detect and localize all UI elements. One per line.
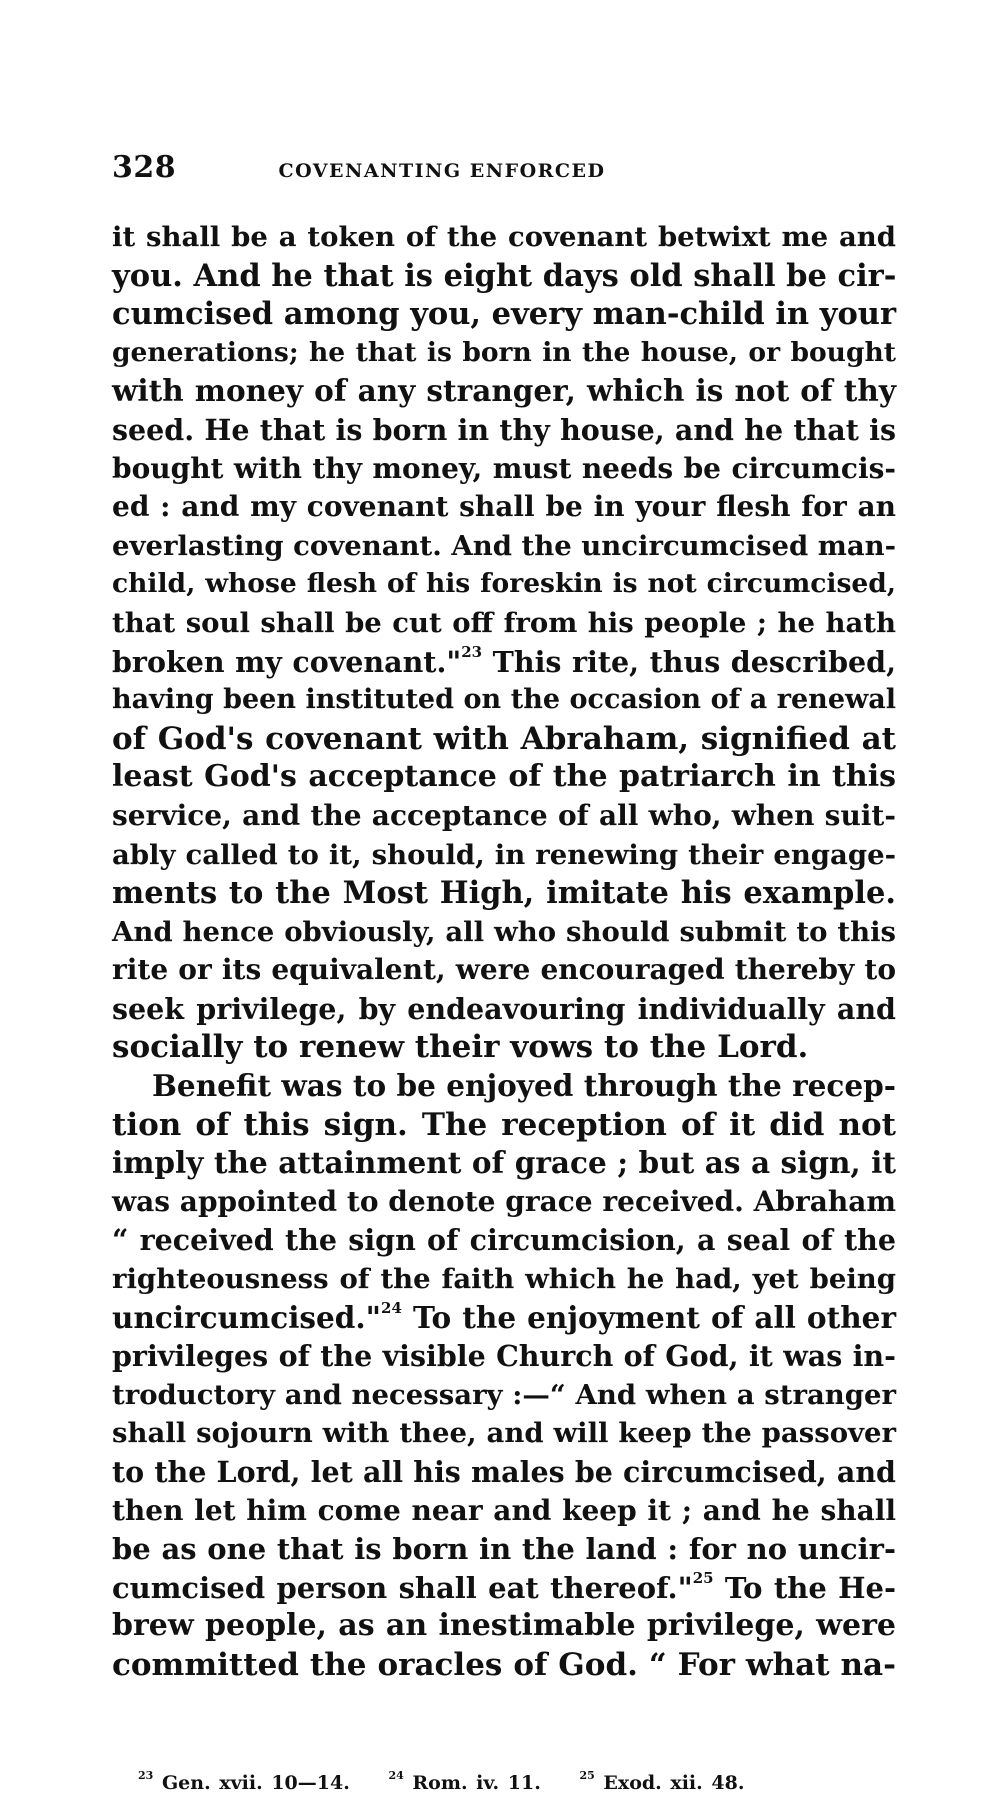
text-line: to the Lord, let all his males be circumcised, and (112, 1455, 896, 1489)
text-line: socially to renew their vows to the Lord. (112, 1029, 809, 1066)
text-line: seek privilege, by endeavouring individually and (112, 991, 896, 1026)
line-segment: uncircumcised." (112, 1299, 382, 1335)
text-line: then let him come near and keep it ; and he shall (112, 1493, 896, 1527)
text-line-with-footnote (112, 1569, 896, 1608)
line-segment: broken my covenant." (112, 644, 462, 679)
text-line: rite or its equivalent, were encouraged thereby to (112, 953, 896, 987)
text-line-with-footnote (112, 1299, 896, 1338)
text-line: troductory and necessary :—“ And when a stranger (112, 1378, 896, 1411)
footnote-text: Rom. iv. 11. (412, 1772, 541, 1794)
text-line: ably called to it, should, in renewing their engage- (112, 838, 896, 871)
text-line: And hence obviously, all who should submit to this (112, 915, 896, 948)
text-line: privileges of the visible Church of God, it was in- (112, 1339, 896, 1374)
text-line: “ received the sign of circumcision, a seal of the (112, 1223, 896, 1258)
footnotes (138, 1768, 898, 1794)
footnote-24 (388, 1768, 541, 1794)
text-line: everlasting covenant. And the uncircumcised man- (112, 529, 897, 562)
footnote-marker: 23 (138, 1768, 154, 1782)
text-line: it shall be a token of the covenant betwixt me and (112, 221, 896, 253)
text-line: righteousness of the faith which he had, yet being (112, 1263, 896, 1296)
text-line: that soul shall be cut off from his people ; he hath (112, 606, 896, 639)
line-segment: cumcised person shall eat thereof." (112, 1570, 693, 1605)
footnote-25 (579, 1768, 745, 1794)
text-line: child, whose flesh of his foreskin is not circumcised, (112, 568, 896, 600)
running-title: COVENANTING ENFORCED (278, 160, 606, 182)
footnote-text: Exod. xii. 48. (603, 1772, 745, 1794)
text-line: generations; he that is born in the house, or bought (112, 336, 896, 368)
text-line: imply the attainment of grace ; but as a sign, it (112, 1145, 896, 1181)
text-line: of God's covenant with Abraham, signified at (112, 720, 896, 757)
text-line: Benefit was to be enjoyed through the recep- (152, 1068, 896, 1104)
footnote-marker: 24 (388, 1768, 404, 1782)
text-line: committed the oracles of God. “ For what na- (112, 1646, 896, 1683)
text-line: you. And he that is eight days old shall be cir- (112, 257, 897, 294)
footnote-23 (138, 1768, 350, 1794)
footnote-ref-23: 23 (461, 643, 483, 662)
text-line: brew people, as an inestimable privilege, were (112, 1608, 896, 1644)
body-text (112, 218, 896, 1685)
text-line: service, and the acceptance of all who, when suit- (112, 798, 896, 832)
text-line: least God's acceptance of the patriarch in this (112, 759, 896, 795)
text-line: seed. He that is born in thy house, and he that is (112, 412, 896, 447)
line-segment: To the enjoyment of all other (401, 1299, 896, 1335)
text-line: ed : and my covenant shall be in your flesh for an (112, 490, 896, 524)
footnote-text: Gen. xvii. 10—14. (161, 1772, 350, 1794)
page-header (112, 150, 900, 190)
text-line: was appointed to denote grace received. Abraham (112, 1184, 896, 1218)
page-number: 328 (112, 150, 177, 185)
text-line: be as one that is born in the land : for no uncir- (112, 1532, 896, 1567)
text-line: shall sojourn with thee, and will keep the passover (112, 1417, 896, 1450)
footnote-marker: 25 (579, 1768, 595, 1782)
text-line: cumcised among you, every man-child in your (112, 296, 897, 333)
text-line-with-footnote (112, 643, 896, 682)
footnote-ref-24: 24 (381, 1298, 402, 1317)
footnote-ref-25: 25 (692, 1569, 714, 1588)
text-line: bought with thy money, must needs be circumcis- (112, 451, 896, 485)
text-line: having been instituted on the occasion of a renewal (112, 684, 896, 716)
line-segment: This rite, thus described, (482, 644, 896, 679)
text-line: tion of this sign. The reception of it did not (112, 1106, 896, 1143)
text-line: ments to the Most High, imitate his example. (112, 875, 896, 912)
text-line: with money of any stranger, which is not of thy (112, 373, 896, 409)
line-segment: To the He- (713, 1570, 896, 1605)
